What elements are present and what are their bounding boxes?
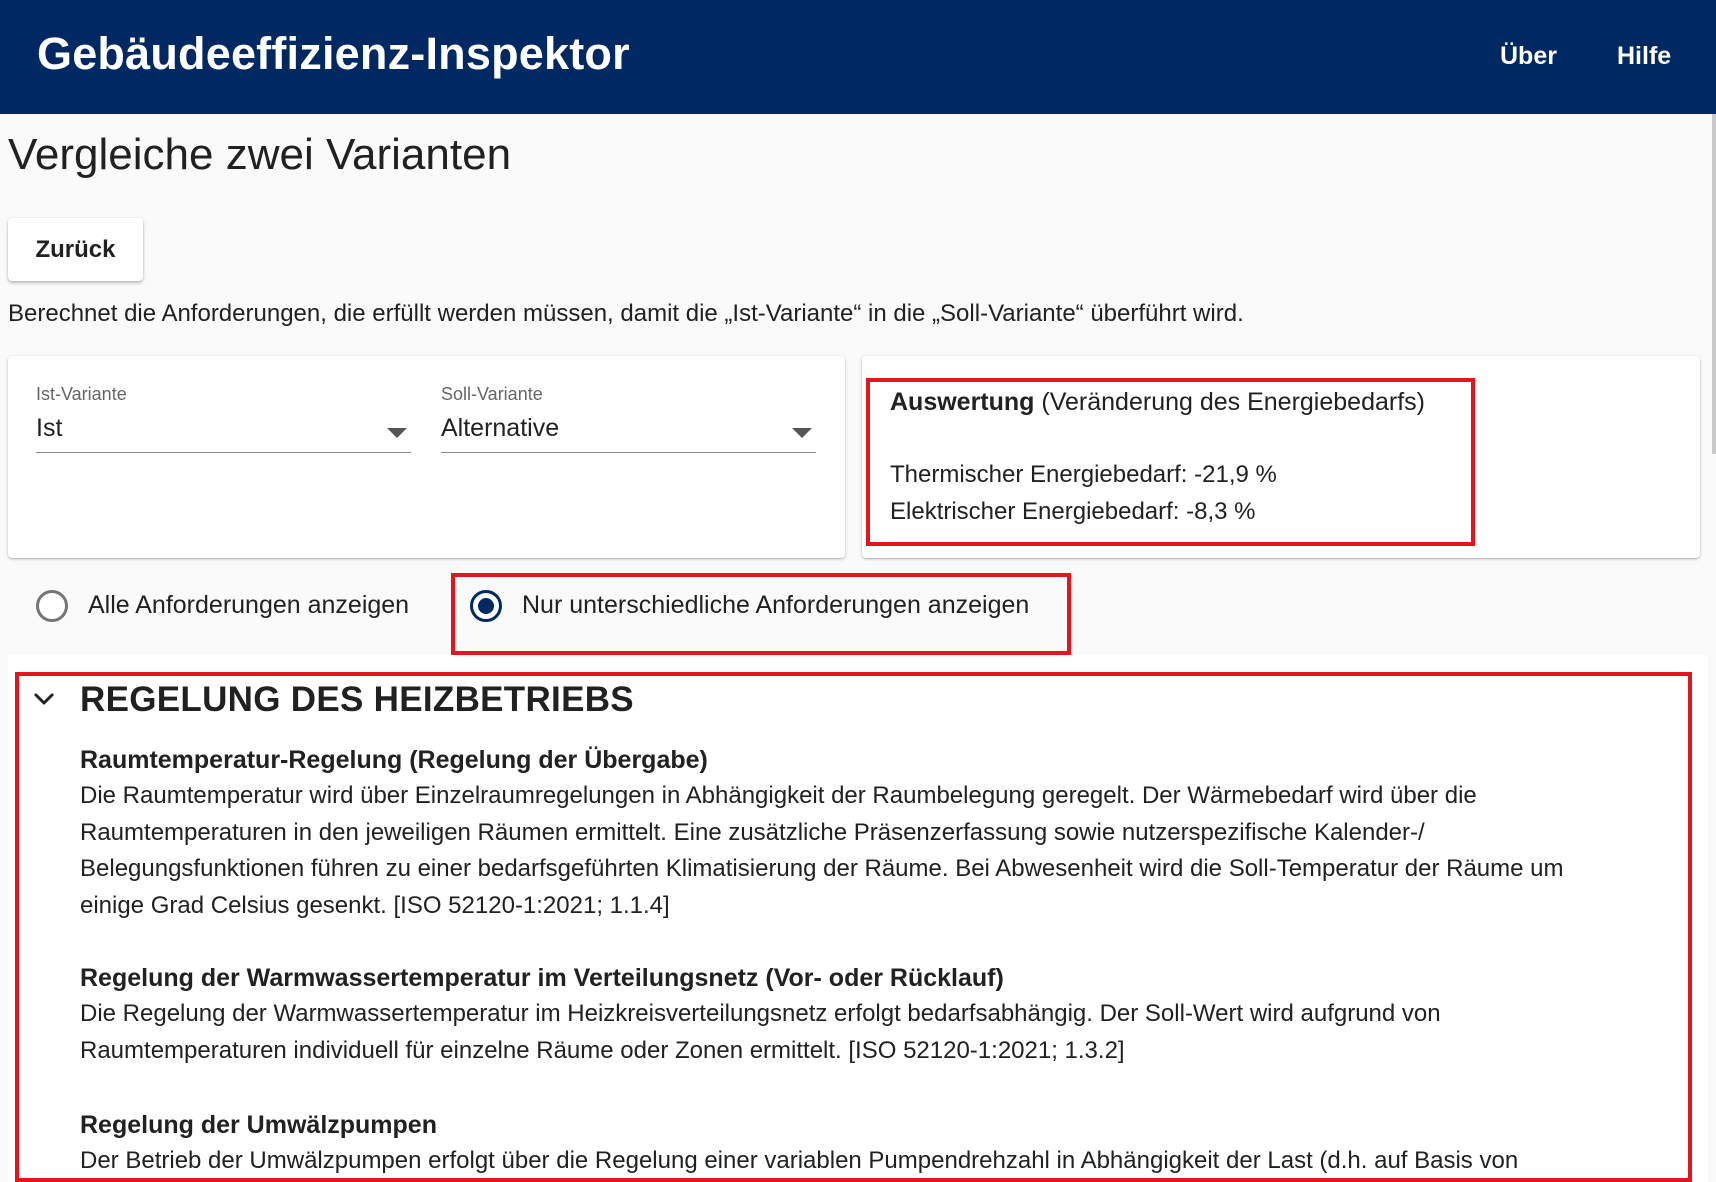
nav-link-hilfe[interactable]: Hilfe <box>1617 42 1672 70</box>
chevron-down-icon[interactable] <box>33 688 55 710</box>
select-underline <box>36 452 411 453</box>
radio-unchecked-icon[interactable] <box>36 590 68 622</box>
requirement-title: Regelung der Warmwassertemperatur im Verteilungsnetz (Vor- oder Rücklauf) <box>80 964 1004 992</box>
app-title[interactable]: Gebäudeeffizienz-Inspektor <box>37 28 630 79</box>
soll-variant-label: Soll-Variante <box>441 384 543 404</box>
app-header <box>0 0 1716 114</box>
requirement-line: Die Regelung der Warmwassertemperatur im Heizkreisverteilungsnetz erfolgt bedarfsabhängig. Der Soll-Wert wird aufgrund von <box>80 1000 1441 1027</box>
ist-variant-label: Ist-Variante <box>36 384 127 404</box>
radio-show-different-label[interactable]: Nur unterschiedliche Anforderungen anzeigen <box>522 591 1030 619</box>
requirement-line: Die Raumtemperatur wird über Einzelraumregelungen in Abhängigkeit der Raumbelegung geregelt. Der Wärmebedarf wird über die <box>80 782 1477 809</box>
thermal-energy-demand: Thermischer Energiebedarf: -21,9 % <box>890 461 1277 488</box>
radio-show-all-label[interactable]: Alle Anforderungen anzeigen <box>88 591 410 619</box>
soll-variant-value: Alternative <box>441 414 560 442</box>
requirement-item <box>80 742 1660 924</box>
page-title: Vergleiche zwei Varianten <box>8 130 512 179</box>
variant-select-card <box>8 356 845 558</box>
select-underline <box>441 452 816 453</box>
radio-dot <box>478 598 494 614</box>
requirement-line: Der Betrieb der Umwälzpumpen erfolgt über die Regelung einer variablen Pumpendrehzahl in Abhängigkeit der Last (d.h. auf Basis von <box>80 1147 1519 1174</box>
requirement-line: Belegungsfunktionen führen zu einer bedarfsgeführten Klimatisierung der Räume. Bei Abwesenheit wird die Soll-Temperatur der Räume um <box>80 855 1564 882</box>
page-description: Berechnet die Anforderungen, die erfüllt werden müssen, damit die „Ist-Variante“ in die „Soll-Variante“ überführt wird. <box>8 300 1244 327</box>
evaluation-heading <box>890 388 1425 417</box>
requirement-line: einige Grad Celsius gesenkt. [ISO 52120-1:2021; 1.1.4] <box>80 891 670 919</box>
soll-variant-select[interactable] <box>441 384 816 454</box>
section-title[interactable]: REGELUNG DES HEIZBETRIEBS <box>80 680 634 719</box>
nav-link-ueber[interactable]: Über <box>1500 42 1557 70</box>
requirement-line: Raumtemperaturen individuell für einzelne Räume oder Zonen ermittelt. [ISO 52120-1:2021; 1.3.2] <box>80 1036 1125 1064</box>
ist-variant-value: Ist <box>36 414 63 442</box>
electric-energy-demand: Elektrischer Energiebedarf: -8,3 % <box>890 498 1256 525</box>
ist-variant-select[interactable] <box>36 384 411 454</box>
evaluation-heading-bold: Auswertung <box>890 388 1035 416</box>
back-button[interactable]: Zurück <box>8 218 143 281</box>
radio-checked-icon[interactable] <box>470 590 502 622</box>
requirement-line: Raumtemperaturen in den jeweiligen Räumen ermittelt. Eine zusätzliche Präsenzerfassung sowie nutzerspezifische Kalender-/ <box>80 818 1425 846</box>
requirement-item <box>80 960 1660 1069</box>
dropdown-arrow-icon[interactable] <box>387 428 407 438</box>
requirement-item <box>80 1107 1660 1180</box>
dropdown-arrow-icon[interactable] <box>792 428 812 438</box>
scrollbar[interactable] <box>1712 114 1716 454</box>
requirement-title: Regelung der Umwälzpumpen <box>80 1111 437 1139</box>
requirement-title: Raumtemperatur-Regelung (Regelung der Übergabe) <box>80 746 708 774</box>
evaluation-heading-rest: (Veränderung des Energiebedarfs) <box>1034 388 1425 416</box>
